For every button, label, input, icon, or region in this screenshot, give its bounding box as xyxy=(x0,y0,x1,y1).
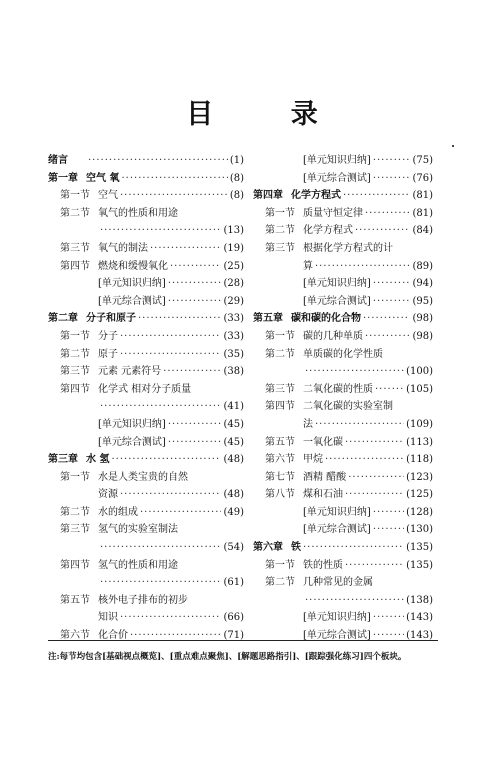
leader-dots xyxy=(140,504,221,522)
toc-entry-page: (28) xyxy=(223,278,244,290)
leader-dots xyxy=(100,574,221,592)
toc-entry-number: 第一节 xyxy=(60,330,90,342)
toc-entry-page: (125) xyxy=(406,489,433,501)
toc-entry-page: (35) xyxy=(223,348,244,360)
toc-entry-number: 第七节 xyxy=(265,471,295,483)
toc-entry-title: 根据化学方程式的计 xyxy=(303,242,393,254)
toc-right-column xyxy=(253,152,433,645)
leader-dots xyxy=(365,205,410,223)
toc-entry-number: 第六节 xyxy=(60,630,90,642)
toc-entry-title: 铁 xyxy=(291,542,301,554)
toc-entry xyxy=(253,469,433,487)
toc-entry-number: 第二节 xyxy=(60,348,90,360)
toc-entry-number: 第五节 xyxy=(265,436,295,448)
toc-entry-number: 第一节 xyxy=(265,207,295,219)
toc-chapter-entry xyxy=(48,152,244,170)
toc-entry xyxy=(253,574,433,592)
leader-dots xyxy=(170,258,221,276)
toc-entry-page: (75) xyxy=(412,155,433,166)
toc-chapter-entry xyxy=(253,539,433,557)
toc-entry-number: 第三节 xyxy=(60,366,90,378)
leader-dots xyxy=(363,310,410,328)
toc-entry-title: [单元综合测试] xyxy=(303,630,371,642)
toc-entry-title: 水的组成 xyxy=(98,506,138,518)
toc-entry-page: (94) xyxy=(412,278,433,290)
toc-entry-page: (135) xyxy=(406,559,433,571)
leader-dots xyxy=(168,434,222,452)
leader-dots xyxy=(305,592,404,610)
toc-entry-title: [单元知识归纳] xyxy=(303,155,371,166)
toc-entry-title: [单元知识归纳] xyxy=(303,612,371,624)
toc-entry-page: (118) xyxy=(406,454,433,466)
toc-entry-title: 原子 xyxy=(98,348,118,360)
toc-entry xyxy=(48,416,244,434)
toc-entry xyxy=(48,205,244,223)
toc-entry-title: 化学方程式 xyxy=(291,190,341,202)
toc-entry xyxy=(253,170,433,188)
toc-entry-page: (98) xyxy=(412,313,433,325)
toc-entry xyxy=(48,592,244,610)
leader-dots xyxy=(303,539,404,557)
toc-entry-page: (138) xyxy=(406,594,433,606)
toc-entry-title: 分子 xyxy=(98,330,118,342)
toc-entry xyxy=(253,521,433,539)
toc-entry-page: (81) xyxy=(412,207,433,219)
leader-dots xyxy=(163,363,221,381)
toc-entry-title: 氧气的制法 xyxy=(98,242,148,254)
toc-entry xyxy=(48,258,244,276)
leader-dots xyxy=(373,275,411,293)
toc-entry-title: 质量守恒定律 xyxy=(303,207,363,219)
toc-entry-title: 燃烧和缓慢氧化 xyxy=(98,260,168,272)
toc-entry-title: 化学方程式 xyxy=(303,225,353,237)
toc-entry-title: 煤和石油 xyxy=(303,489,343,501)
leader-dots xyxy=(373,293,411,311)
leader-dots xyxy=(100,539,221,557)
toc-chapter-entry xyxy=(253,187,433,205)
toc-entry-title: 元素 元素符号 xyxy=(98,366,162,378)
toc-entry-title: [单元综合测试] xyxy=(98,436,166,448)
toc-entry-number: 第五章 xyxy=(253,313,283,325)
toc-entry-title: 法 xyxy=(303,418,313,430)
toc-entry-page: (71) xyxy=(223,630,244,642)
toc-entry-title: 空气 xyxy=(98,190,118,202)
toc-entry xyxy=(253,609,433,627)
toc-entry xyxy=(253,275,433,293)
toc-chapter-entry xyxy=(48,310,244,328)
toc-entry-page: (128) xyxy=(406,506,433,518)
leader-dots xyxy=(373,627,404,645)
toc-entry xyxy=(253,416,433,434)
toc-entry-number: 第二节 xyxy=(265,348,295,360)
toc-entry-page: (81) xyxy=(412,190,433,202)
toc-entry-title: 二氧化碳的性质 xyxy=(303,383,373,395)
toc-entry-page: (45) xyxy=(223,418,244,430)
toc-entry xyxy=(253,293,433,311)
leader-dots xyxy=(373,504,404,522)
leader-dots xyxy=(120,486,221,504)
toc-entry-number: 第三节 xyxy=(265,242,295,254)
toc-entry-title: 水 氢 xyxy=(86,454,110,466)
toc-entry-number: 第三节 xyxy=(265,383,295,395)
toc-entry-number: 第二节 xyxy=(60,207,90,219)
leader-dots xyxy=(315,416,404,434)
toc-entry-title: [单元综合测试] xyxy=(303,295,371,307)
footnote-divider xyxy=(48,640,438,641)
leader-dots xyxy=(150,240,221,258)
toc-entry-title: 几种常见的金属 xyxy=(303,577,373,589)
leader-dots xyxy=(120,609,221,627)
toc-entry-page: (13) xyxy=(223,225,244,237)
leader-dots xyxy=(168,275,222,293)
leader-dots xyxy=(373,521,404,539)
toc-entry-number: 第一节 xyxy=(265,330,295,342)
toc-entry-number: 第四节 xyxy=(60,260,90,272)
toc-entry-page: (38) xyxy=(223,366,244,378)
toc-entry-page: (25) xyxy=(223,260,244,272)
toc-entry-title: 氢气的实验室制法 xyxy=(98,524,178,536)
toc-left-column xyxy=(48,152,244,645)
toc-entry xyxy=(48,469,244,487)
toc-entry-page: (100) xyxy=(406,366,433,378)
toc-entry-title: 甲烷 xyxy=(303,454,323,466)
toc-entry xyxy=(48,240,244,258)
leader-dots xyxy=(373,152,411,170)
toc-entry-number: 第六节 xyxy=(265,454,295,466)
toc-entry-title: [单元综合测试] xyxy=(303,172,371,184)
toc-entry-number: 第一章 xyxy=(48,172,78,184)
toc-entry xyxy=(253,346,433,364)
toc-entry-page: (109) xyxy=(406,418,433,430)
toc-entry xyxy=(253,363,433,381)
leader-dots xyxy=(138,310,221,328)
leader-dots xyxy=(325,451,404,469)
toc-entry xyxy=(253,381,433,399)
toc-entry-title: 核外电子排布的初步 xyxy=(98,594,188,606)
toc-entry-number: 第二节 xyxy=(265,225,295,237)
toc-entry-number: 第二节 xyxy=(60,506,90,518)
toc-entry-page: (98) xyxy=(412,330,433,342)
toc-entry xyxy=(48,504,244,522)
toc-entry-title: 算 xyxy=(303,260,313,272)
leader-dots xyxy=(345,434,404,452)
leader-dots xyxy=(88,152,228,170)
toc-entry xyxy=(253,434,433,452)
toc-entry-title: 单质碳的化学性质 xyxy=(303,348,383,360)
toc-entry-page: (19) xyxy=(223,242,244,254)
toc-entry xyxy=(48,328,244,346)
toc-entry-page: (33) xyxy=(223,313,244,325)
toc-entry xyxy=(253,240,433,258)
leader-dots xyxy=(375,381,404,399)
toc-entry-title: [单元综合测试] xyxy=(303,524,371,536)
toc-entry-title: 铁的性质 xyxy=(303,559,343,571)
leader-dots xyxy=(120,346,221,364)
toc-entry-number: 第六章 xyxy=(253,542,283,554)
toc-entry-title: [单元知识归纳] xyxy=(98,418,166,430)
toc-entry xyxy=(48,486,244,504)
toc-entry xyxy=(48,381,244,399)
leader-dots xyxy=(168,416,222,434)
toc-entry xyxy=(48,398,244,416)
toc-entry-page: (123) xyxy=(406,471,433,483)
leader-dots xyxy=(343,187,410,205)
toc-entry-title: 知识 xyxy=(98,612,118,624)
toc-entry xyxy=(48,539,244,557)
leader-dots xyxy=(168,293,222,311)
toc-entry xyxy=(48,293,244,311)
toc-entry xyxy=(48,627,244,645)
toc-entry-title: [单元综合测试] xyxy=(98,295,166,307)
leader-dots xyxy=(120,328,221,346)
toc-entry xyxy=(48,557,244,575)
toc-chapter-entry xyxy=(48,170,244,188)
toc-entry-page: (48) xyxy=(223,489,244,501)
toc-chapter-entry xyxy=(48,451,244,469)
toc-entry xyxy=(253,205,433,223)
toc-entry-number: 第一节 xyxy=(60,190,90,202)
toc-entry xyxy=(48,434,244,452)
toc-entry-number: 第三节 xyxy=(60,242,90,254)
toc-entry-page: (130) xyxy=(406,524,433,536)
toc-entry-number: 第八节 xyxy=(265,489,295,501)
leader-dots xyxy=(348,469,404,487)
toc-entry xyxy=(48,609,244,627)
toc-entry-number: 第二章 xyxy=(48,313,78,325)
toc-entry-title: 资源 xyxy=(98,489,118,501)
toc-entry-page: (61) xyxy=(223,577,244,589)
toc-entry-page: (95) xyxy=(412,295,433,307)
toc-entry-title: 化学式 相对分子质量 xyxy=(98,383,192,395)
leader-dots xyxy=(373,170,411,188)
toc-entry xyxy=(48,363,244,381)
leader-dots xyxy=(305,363,404,381)
toc-entry-page: (143) xyxy=(406,630,433,642)
toc-entry-page: (48) xyxy=(223,454,244,466)
toc-entry-title: 碳和碳的化合物 xyxy=(291,313,361,325)
toc-chapter-entry xyxy=(253,310,433,328)
toc-entry-page: (105) xyxy=(406,383,433,395)
toc-entry-page: (8) xyxy=(229,172,244,184)
toc-entry-title: 酒精 醋酸 xyxy=(303,471,347,483)
leader-dots xyxy=(345,486,404,504)
toc-entry-number: 第四章 xyxy=(253,190,283,202)
toc-entry-title: 水是人类宝贵的自然 xyxy=(98,471,188,483)
toc-entry-page: (66) xyxy=(223,612,244,624)
toc-entry xyxy=(253,398,433,416)
leader-dots xyxy=(111,451,221,469)
leader-dots xyxy=(120,187,228,205)
toc-entry-page: (49) xyxy=(223,506,244,518)
toc-entry-page: (45) xyxy=(223,436,244,448)
leader-dots xyxy=(100,222,221,240)
toc-entry xyxy=(253,451,433,469)
toc-entry-page: (1) xyxy=(229,155,244,166)
toc-entry xyxy=(48,521,244,539)
leader-dots xyxy=(100,398,221,416)
leader-dots xyxy=(373,609,404,627)
toc-entry xyxy=(48,574,244,592)
toc-entry-title: [单元知识归纳] xyxy=(303,278,371,290)
toc-entry-page: (84) xyxy=(412,225,433,237)
toc-entry-number: 第三节 xyxy=(60,524,90,536)
toc-entry-page: (135) xyxy=(406,542,433,554)
toc-entry-number: 第四节 xyxy=(60,559,90,571)
leader-dots xyxy=(365,328,410,346)
toc-entry-title: 化合价 xyxy=(98,630,128,642)
toc-entry-page: (54) xyxy=(223,542,244,554)
toc-entry xyxy=(48,275,244,293)
toc-entry-number: 第一节 xyxy=(265,559,295,571)
toc-entry xyxy=(253,222,433,240)
toc-entry xyxy=(253,328,433,346)
speck-mark xyxy=(452,145,454,147)
toc-entry-number: 第四节 xyxy=(265,401,295,413)
leader-dots xyxy=(345,557,404,575)
toc-entry-title: 氧气的性质和用途 xyxy=(98,207,178,219)
toc-entry-number: 第五节 xyxy=(60,594,90,606)
toc-entry-title: 二氧化碳的实验室制 xyxy=(303,401,393,413)
toc-entry-page: (76) xyxy=(412,172,433,184)
toc-entry-number: 绪言 xyxy=(48,155,68,166)
toc-entry-number: 第二节 xyxy=(265,577,295,589)
toc-entry-title: [单元知识归纳] xyxy=(303,506,371,518)
toc-entry xyxy=(48,187,244,205)
toc-entry-title: 分子和原子 xyxy=(86,313,136,325)
toc-entry-page: (113) xyxy=(406,436,433,448)
toc-entry xyxy=(48,222,244,240)
toc-entry-title: 碳的几种单质 xyxy=(303,330,363,342)
toc-entry-title: 氢气的性质和用途 xyxy=(98,559,178,571)
footnote: 注:每节均包含[基础视点概览]、[重点难点聚焦]、[解题思路指引]、[跟踪强化练习]四个板块。 xyxy=(48,652,407,662)
toc-entry xyxy=(253,627,433,645)
toc-entry xyxy=(253,504,433,522)
page-title: 目 录 xyxy=(186,99,352,130)
toc-entry-title: [单元知识归纳] xyxy=(98,278,166,290)
toc-entry xyxy=(253,258,433,276)
toc-entry-number: 第四节 xyxy=(60,383,90,395)
toc-entry-number: 第一节 xyxy=(60,471,90,483)
leader-dots xyxy=(355,222,410,240)
toc-entry-page: (89) xyxy=(412,260,433,272)
toc-entry-page: (41) xyxy=(223,401,244,413)
toc-entry-page: (8) xyxy=(229,190,244,202)
toc-entry-page: (143) xyxy=(406,612,433,624)
toc-entry-number: 第三章 xyxy=(48,454,78,466)
toc-entry xyxy=(48,346,244,364)
toc-entry-title: 空气 氧 xyxy=(86,172,120,184)
toc-entry xyxy=(253,592,433,610)
toc-entry xyxy=(253,557,433,575)
leader-dots xyxy=(130,627,221,645)
leader-dots xyxy=(315,258,410,276)
toc-entry-page: (33) xyxy=(223,330,244,342)
toc-entry xyxy=(253,152,433,170)
toc-entry-page: (29) xyxy=(223,295,244,307)
toc-entry-title: 一氧化碳 xyxy=(303,436,343,448)
toc-entry xyxy=(253,486,433,504)
leader-dots xyxy=(121,170,227,188)
